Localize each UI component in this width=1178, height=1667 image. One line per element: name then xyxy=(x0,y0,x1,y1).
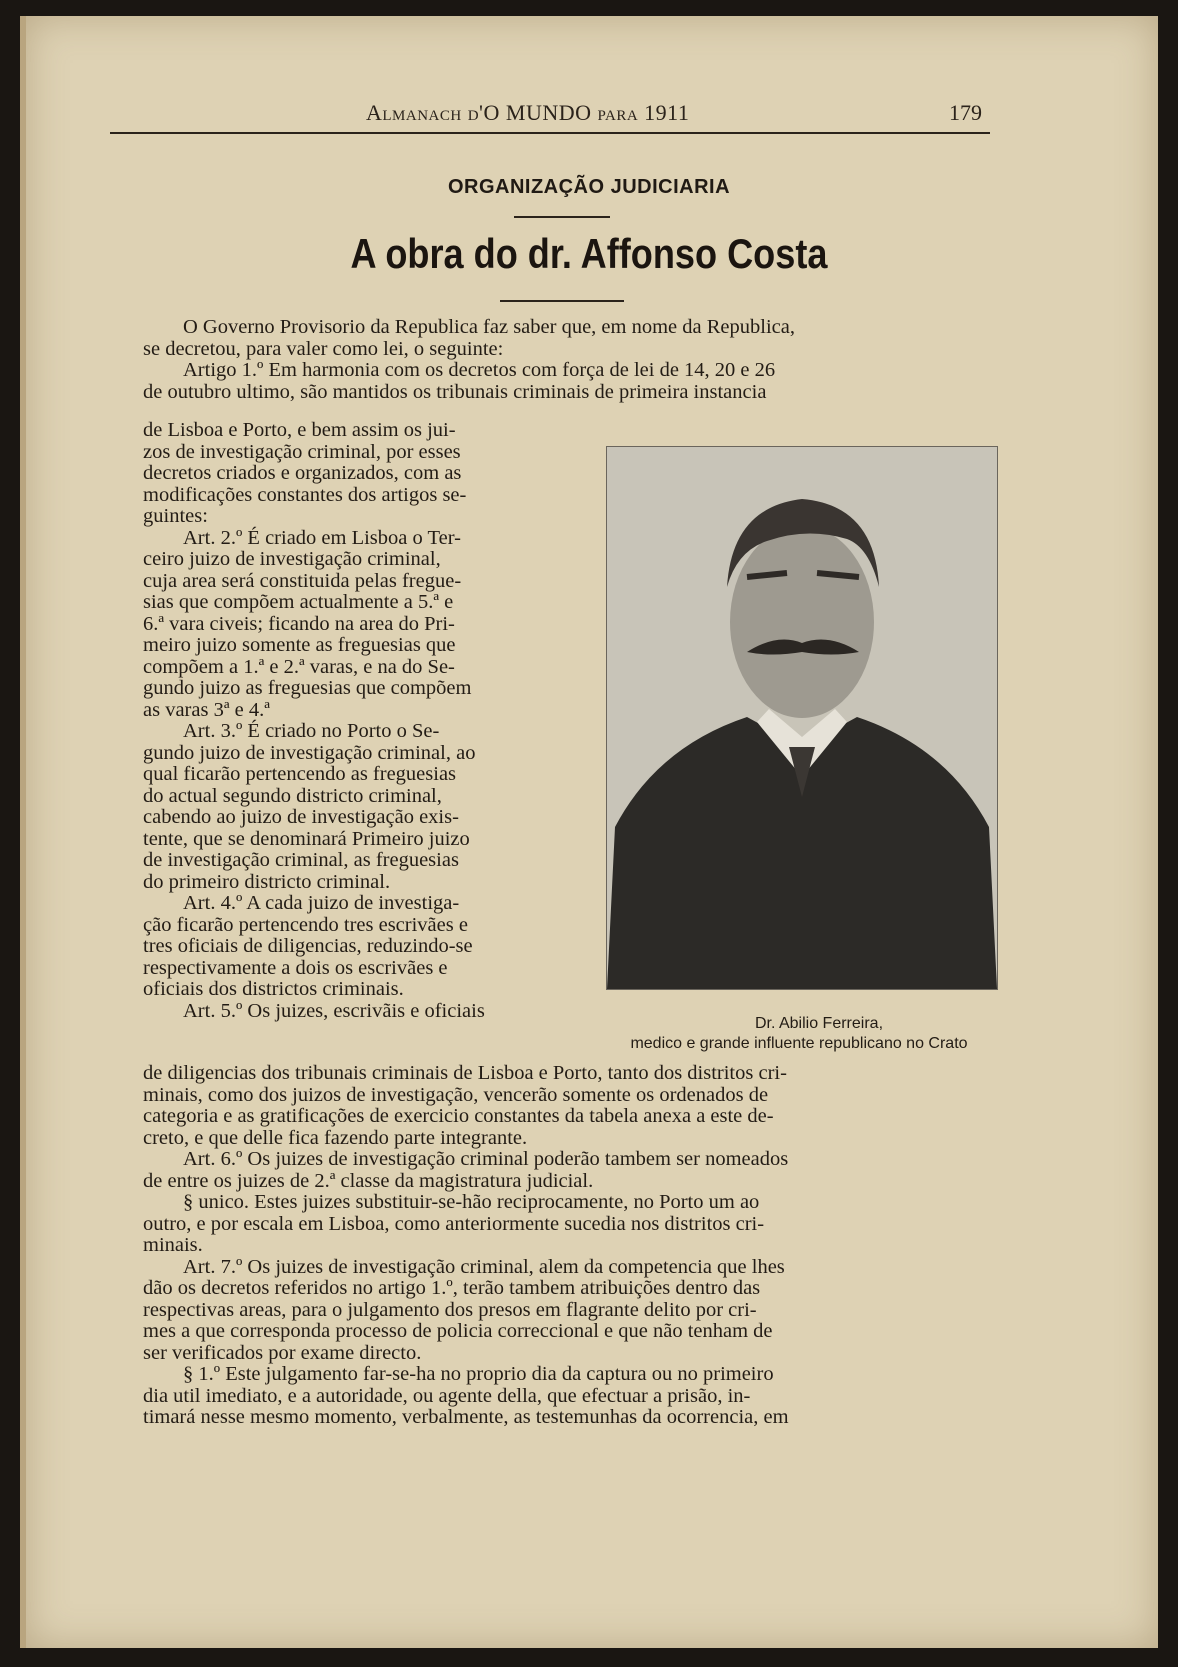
text-line: Art. 2.º É criado em Lisboa o Ter- xyxy=(183,526,461,549)
text-line: se decretou, para valer como lei, o seguinte: xyxy=(143,337,504,360)
running-title: Almanach d'O MUNDO para 1911 xyxy=(366,100,690,125)
text-line: Art. 4.º A cada juizo de investiga- xyxy=(183,892,460,914)
text-line: respectivas areas, para o julgamento dos presos em flagrante delito por cri- xyxy=(143,1298,757,1321)
text-line: 6.ª vara civeis; ficando na area do Pri- xyxy=(143,612,455,635)
running-header xyxy=(110,92,990,134)
text-line: tente, que se denominará Primeiro juizo xyxy=(143,827,470,850)
text-line: ceiro juizo de investigação criminal, xyxy=(143,548,441,570)
text-line: Art. 7.º Os juizes de investigação criminal, alem da competencia que lhes xyxy=(183,1255,785,1278)
intro-paragraph xyxy=(143,317,993,403)
text-line: ção ficarão pertencendo tres escrivães e xyxy=(143,913,468,936)
text-line: de entre os juizes de 2.ª classe da magistratura judicial. xyxy=(143,1169,594,1192)
text-line: compõem a 1.ª e 2.ª varas, e na do Se- xyxy=(143,655,455,678)
text-line: § 1.º Este julgamento far-se-ha no proprio dia da captura ou no primeiro xyxy=(183,1363,774,1385)
text-line: § unico. Estes juizes substituir-se-hão reciprocamente, no Porto um ao xyxy=(183,1191,760,1213)
divider xyxy=(500,300,624,302)
text-line: de outubro ultimo, são mantidos os tribunais criminais de primeira instancia xyxy=(143,380,767,403)
text-line: sias que compõem actualmente a 5.ª e xyxy=(143,591,454,613)
section-heading: ORGANIZAÇÃO JUDICIARIA xyxy=(447,176,731,198)
text-line: cabendo ao juizo de investigação exis- xyxy=(143,806,459,828)
text-line: cuja area será constituida pelas fregue- xyxy=(143,569,462,592)
caption-name: Dr. Abilio Ferreira, xyxy=(754,1015,884,1032)
page-number: 179 xyxy=(949,100,982,125)
text-line: de diligencias dos tribunais criminais de Lisboa e Porto, tanto dos distritos cri- xyxy=(143,1062,787,1084)
text-line: de Lisboa e Porto, e bem assim os jui- xyxy=(143,419,456,441)
text-line: timará nesse mesmo momento, verbalmente, as testemunhas da ocorrencia, em xyxy=(143,1406,789,1428)
text-line: Art. 5.º Os juizes, escrivãis e oficiais xyxy=(183,999,485,1022)
text-line: decretos criados e organizados, com as xyxy=(143,462,462,484)
text-line: O Governo Provisorio da Republica faz saber que, em nome da Republica, xyxy=(183,316,795,338)
text-line: oficiais dos districtos criminais. xyxy=(143,978,404,1000)
text-line: meiro juizo somente as freguesias que xyxy=(143,634,456,656)
text-line: mes a que corresponda processo de policia correccional e que não tenham de xyxy=(143,1320,773,1342)
text-line: categoria e as gratificações de exercicio constantes da tabela anexa a este de- xyxy=(143,1105,774,1127)
text-line: zos de investigação criminal, por esses xyxy=(143,440,461,463)
full-width-text xyxy=(143,1063,993,1429)
portrait-photo xyxy=(606,446,998,990)
portrait-image xyxy=(607,447,997,989)
article-title: A obra do dr. Affonso Costa xyxy=(350,230,828,277)
text-line: modificações constantes dos artigos se- xyxy=(143,483,467,506)
text-line: guintes: xyxy=(143,505,208,527)
text-line: dão os decretos referidos no artigo 1.º, terão tambem atribuições dentro das xyxy=(143,1277,761,1299)
text-line: qual ficarão pertencendo as freguesias xyxy=(143,763,457,785)
text-line: outro, e por escala em Lisboa, como anteriormente sucedia nos distritos cri- xyxy=(143,1212,765,1235)
text-line: tres oficiais de diligencias, reduzindo-se xyxy=(143,935,473,957)
text-line: gundo juizo de investigação criminal, ao xyxy=(143,741,476,764)
text-line: respectivamente a dois os escrivães e xyxy=(143,956,448,979)
text-line: gundo juizo as freguesias que compõem xyxy=(143,677,472,699)
text-line: minais. xyxy=(143,1234,203,1256)
text-line: Art. 6.º Os juizes de investigação criminal poderão tambem ser nomeados xyxy=(183,1148,789,1170)
divider xyxy=(514,216,610,218)
text-line: dia util imediato, e a autoridade, ou agente della, que efectuar a prisão, in- xyxy=(143,1384,751,1407)
text-line: do primeiro districto criminal. xyxy=(143,870,391,893)
caption-description: medico e grande influente republicano no Crato xyxy=(630,1035,968,1052)
text-line: minais, como dos juizos de investigação, vencerão somente os ordenados de xyxy=(143,1083,769,1106)
text-line: ser verificados por exame directo. xyxy=(143,1341,422,1364)
text-line: Art. 3.º É criado no Porto o Se- xyxy=(183,720,440,742)
text-line: creto, e que delle fica fazendo parte integrante. xyxy=(143,1126,528,1149)
photo-caption xyxy=(590,1014,1008,1054)
text-line: de investigação criminal, as freguesias xyxy=(143,849,459,871)
text-line: do actual segundo districto criminal, xyxy=(143,784,442,807)
text-line: as varas 3ª e 4.ª xyxy=(143,698,270,721)
text-line: Artigo 1.º Em harmonia com os decretos com força de lei de 14, 20 e 26 xyxy=(183,359,776,381)
left-column-text xyxy=(143,420,571,1022)
